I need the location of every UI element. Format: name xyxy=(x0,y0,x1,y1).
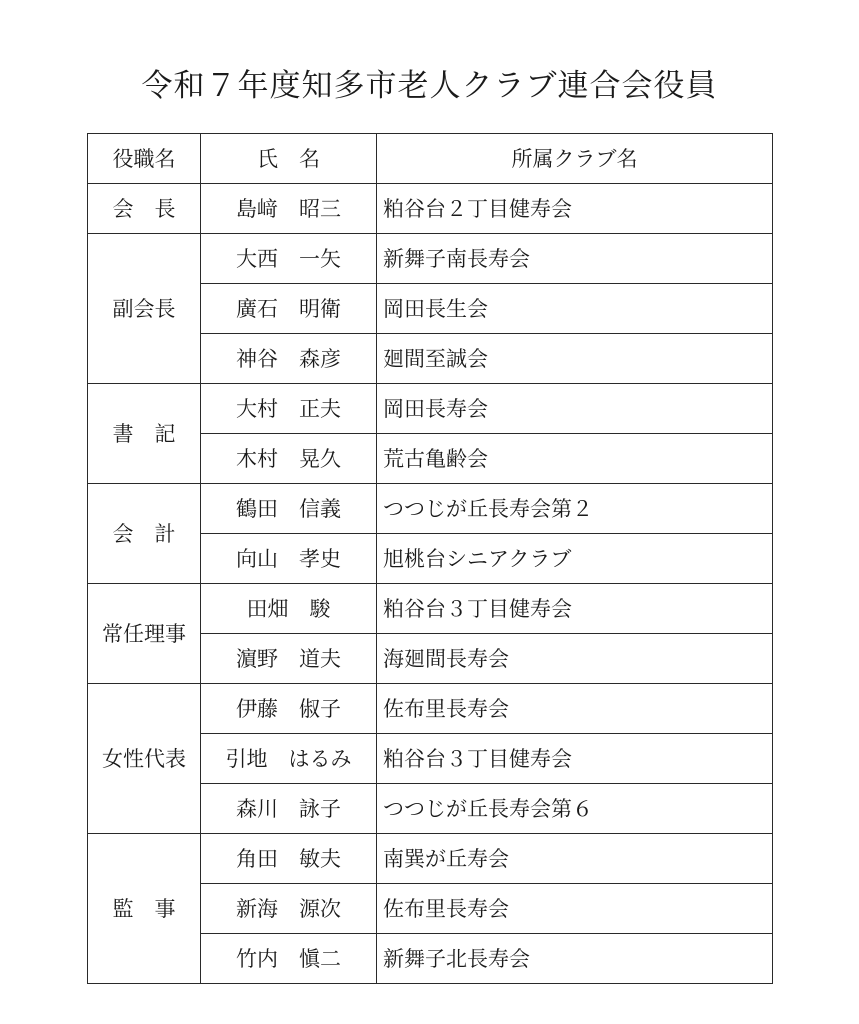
table-row xyxy=(88,384,773,434)
member-club: 新舞子南長寿会 xyxy=(377,234,773,284)
role-cell-women-representative: 女性代表 xyxy=(88,684,201,834)
role-cell-vice-president: 副会長 xyxy=(88,234,201,384)
member-name: 島﨑 昭三 xyxy=(201,184,377,234)
member-name: 大村 正夫 xyxy=(201,384,377,434)
table-header-row xyxy=(88,134,773,184)
role-cell-treasurer: 会 計 xyxy=(88,484,201,584)
member-name: 濵野 道夫 xyxy=(201,634,377,684)
member-name: 木村 晃久 xyxy=(201,434,377,484)
member-name: 廣石 明衛 xyxy=(201,284,377,334)
member-club: 南巽が丘寿会 xyxy=(377,834,773,884)
header-name: 氏 名 xyxy=(201,134,377,184)
member-name: 神谷 森彦 xyxy=(201,334,377,384)
member-name: 向山 孝史 xyxy=(201,534,377,584)
member-club: 海廻間長寿会 xyxy=(377,634,773,684)
member-club: 佐布里長寿会 xyxy=(377,684,773,734)
role-cell-secretary: 書 記 xyxy=(88,384,201,484)
member-name: 大西 一矢 xyxy=(201,234,377,284)
table-row xyxy=(88,684,773,734)
member-name: 鶴田 信義 xyxy=(201,484,377,534)
member-club: 廻間至誠会 xyxy=(377,334,773,384)
member-club: 岡田長寿会 xyxy=(377,384,773,434)
member-name: 新海 源次 xyxy=(201,884,377,934)
member-name: 竹内 愼二 xyxy=(201,934,377,984)
member-club: 荒古亀齢会 xyxy=(377,434,773,484)
page-title: 令和７年度知多市老人クラブ連合会役員 xyxy=(141,68,718,104)
role-cell-auditor: 監 事 xyxy=(88,834,201,984)
officers-table xyxy=(87,133,773,984)
table-row xyxy=(88,834,773,884)
member-club: 粕谷台３丁目健寿会 xyxy=(377,734,773,784)
table-row xyxy=(88,484,773,534)
member-club: 岡田長生会 xyxy=(377,284,773,334)
header-club: 所属クラブ名 xyxy=(377,134,773,184)
member-club: 新舞子北長寿会 xyxy=(377,934,773,984)
member-club: 旭桃台シニアクラブ xyxy=(377,534,773,584)
table-row xyxy=(88,234,773,284)
member-club: つつじが丘長寿会第２ xyxy=(377,484,773,534)
member-name: 森川 詠子 xyxy=(201,784,377,834)
header-role: 役職名 xyxy=(88,134,201,184)
member-club: 佐布里長寿会 xyxy=(377,884,773,934)
member-name: 引地 はるみ xyxy=(201,734,377,784)
role-cell-president: 会 長 xyxy=(88,184,201,234)
member-club: つつじが丘長寿会第６ xyxy=(377,784,773,834)
table-row xyxy=(88,184,773,234)
table-row xyxy=(88,584,773,634)
member-name: 伊藤 俶子 xyxy=(201,684,377,734)
member-club: 粕谷台３丁目健寿会 xyxy=(377,584,773,634)
role-cell-standing-director: 常任理事 xyxy=(88,584,201,684)
member-name: 角田 敏夫 xyxy=(201,834,377,884)
member-name: 田畑 駿 xyxy=(201,584,377,634)
member-club: 粕谷台２丁目健寿会 xyxy=(377,184,773,234)
